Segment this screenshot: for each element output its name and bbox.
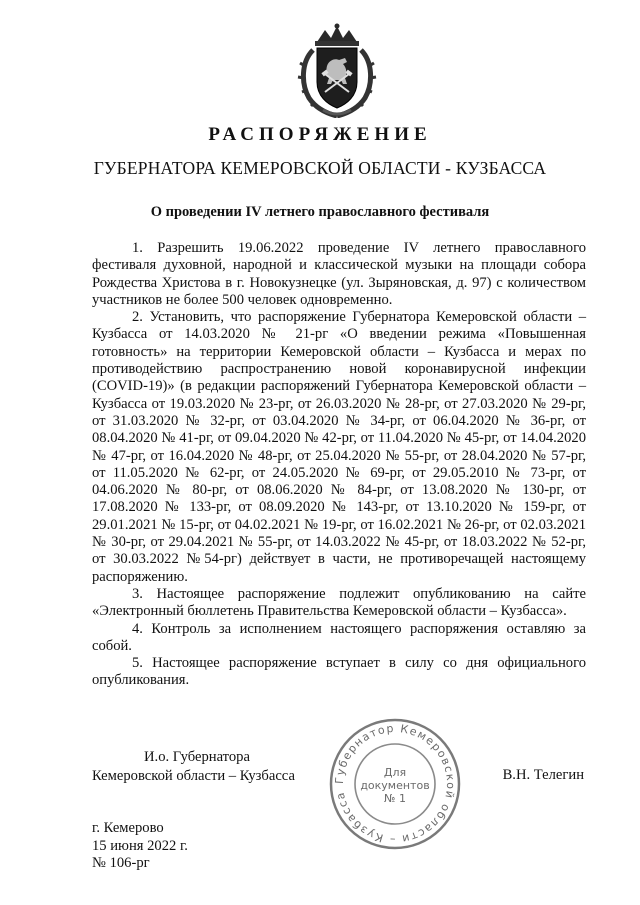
paragraph-2: 2. Установить, что распоряжение Губернатора Кемеровской области – Кузбасса от 14.03.2020 № 21-рг «О введении режима «Повышенная готовность» на территории Кемеровской области – Кузбасса и мерах по противодействию распространению новой коронавирусной инфекции (COVID-19)» (в редакции распоряжений Губернатора Кемеровской области – Кузбасса от 19.03.2020 № 23-рг, от 26.03.2020 № 28-рг, от 27.03.2020 № 29-рг, от 31.03.2020 № 32-рг, от 03.04.2020 № 34-рг, от 06.04.2020 № 36-рг, от 08.04.2020 № 41-рг, от 09.04.2020 № 42-рг, от 11.04.2020 № 45-рг, от 14.04.2020 № 47-рг, от 16.04.2020 № 48-рг, от 25.04.2020 № 55-рг, от 28.04.2020 № 57-рг, от 11.05.2020 № 62-рг, от 24.05.2020 № 69-рг, от 29.05.2010 № 73-рг, от 04.06.2020 № 80-рг, от 08.06.2020 № 84-рг, от 13.08.2020 № 130-рг, от 17.08.2020 № 133-рг, от 08.09.2020 № 143-рг, от 13.10.2020 № 159-рг, от 29.01.2021 № 15-рг, от 04.02.2021 № 19-рг, от 16.02.2021 № 26-рг, от 02.03.2021 № 30-рг, от 29.04.2021 № 55-рг, от 14.03.2022 № 45-рг, от 18.03.2022 № 52-рг, от 30.03.2022 №54-рг) действует в части, не противоречащей настоящему распоряжению.	[92, 309, 586, 585]
signatory-name: В.Н. Телегин	[502, 767, 584, 783]
stamp-center-line-3: № 1	[384, 792, 406, 805]
paragraph-5: 5. Настоящее распоряжение вступает в силу со дня официального опубликования.	[92, 655, 586, 689]
document-meta	[92, 820, 188, 873]
stamp-center-line-1: Для	[383, 766, 407, 779]
document-number: № 106-рг	[92, 855, 150, 871]
signatory-position-line-2: Кемеровской области – Кузбасса	[92, 768, 295, 784]
stamp-center-line-2: документов	[360, 779, 430, 792]
paragraph-1: 1. Разрешить 19.06.2022 проведение IV летнего православного фестиваля духовной, народной и классической музыки на площади собора Рождества Христова в г. Новокузнецке (ул. Зыряновская, д. 97) с количеством участников не более 500 человек одновременно.	[92, 240, 586, 308]
issue-city: г. Кемерово	[92, 820, 164, 836]
paragraph-4: 4. Контроль за исполнением настоящего распоряжения оставляю за собой.	[92, 620, 586, 654]
document-type-title: РАСПОРЯЖЕНИЕ	[208, 124, 432, 145]
document-body	[92, 240, 586, 690]
signatory-position	[92, 748, 295, 786]
official-stamp	[326, 715, 464, 853]
kemerovo-region-coat-of-arms-icon	[295, 22, 379, 118]
document-subject: О проведении IV летнего православного фестиваля	[150, 204, 490, 220]
issuer-title: ГУБЕРНАТОРА КЕМЕРОВСКОЙ ОБЛАСТИ - КУЗБАССА	[93, 158, 547, 178]
issue-date: 15 июня 2022 г.	[92, 837, 188, 854]
signatory-position-line-1: И.о. Губернатора	[144, 749, 250, 765]
stamp-ring-text: Губернатор Кемеровской области – Кузбасса	[332, 721, 458, 847]
paragraph-3: 3. Настоящее распоряжение подлежит опубликованию на сайте «Электронный бюллетень Правительства Кемеровской области – Кузбасса».	[92, 585, 586, 620]
